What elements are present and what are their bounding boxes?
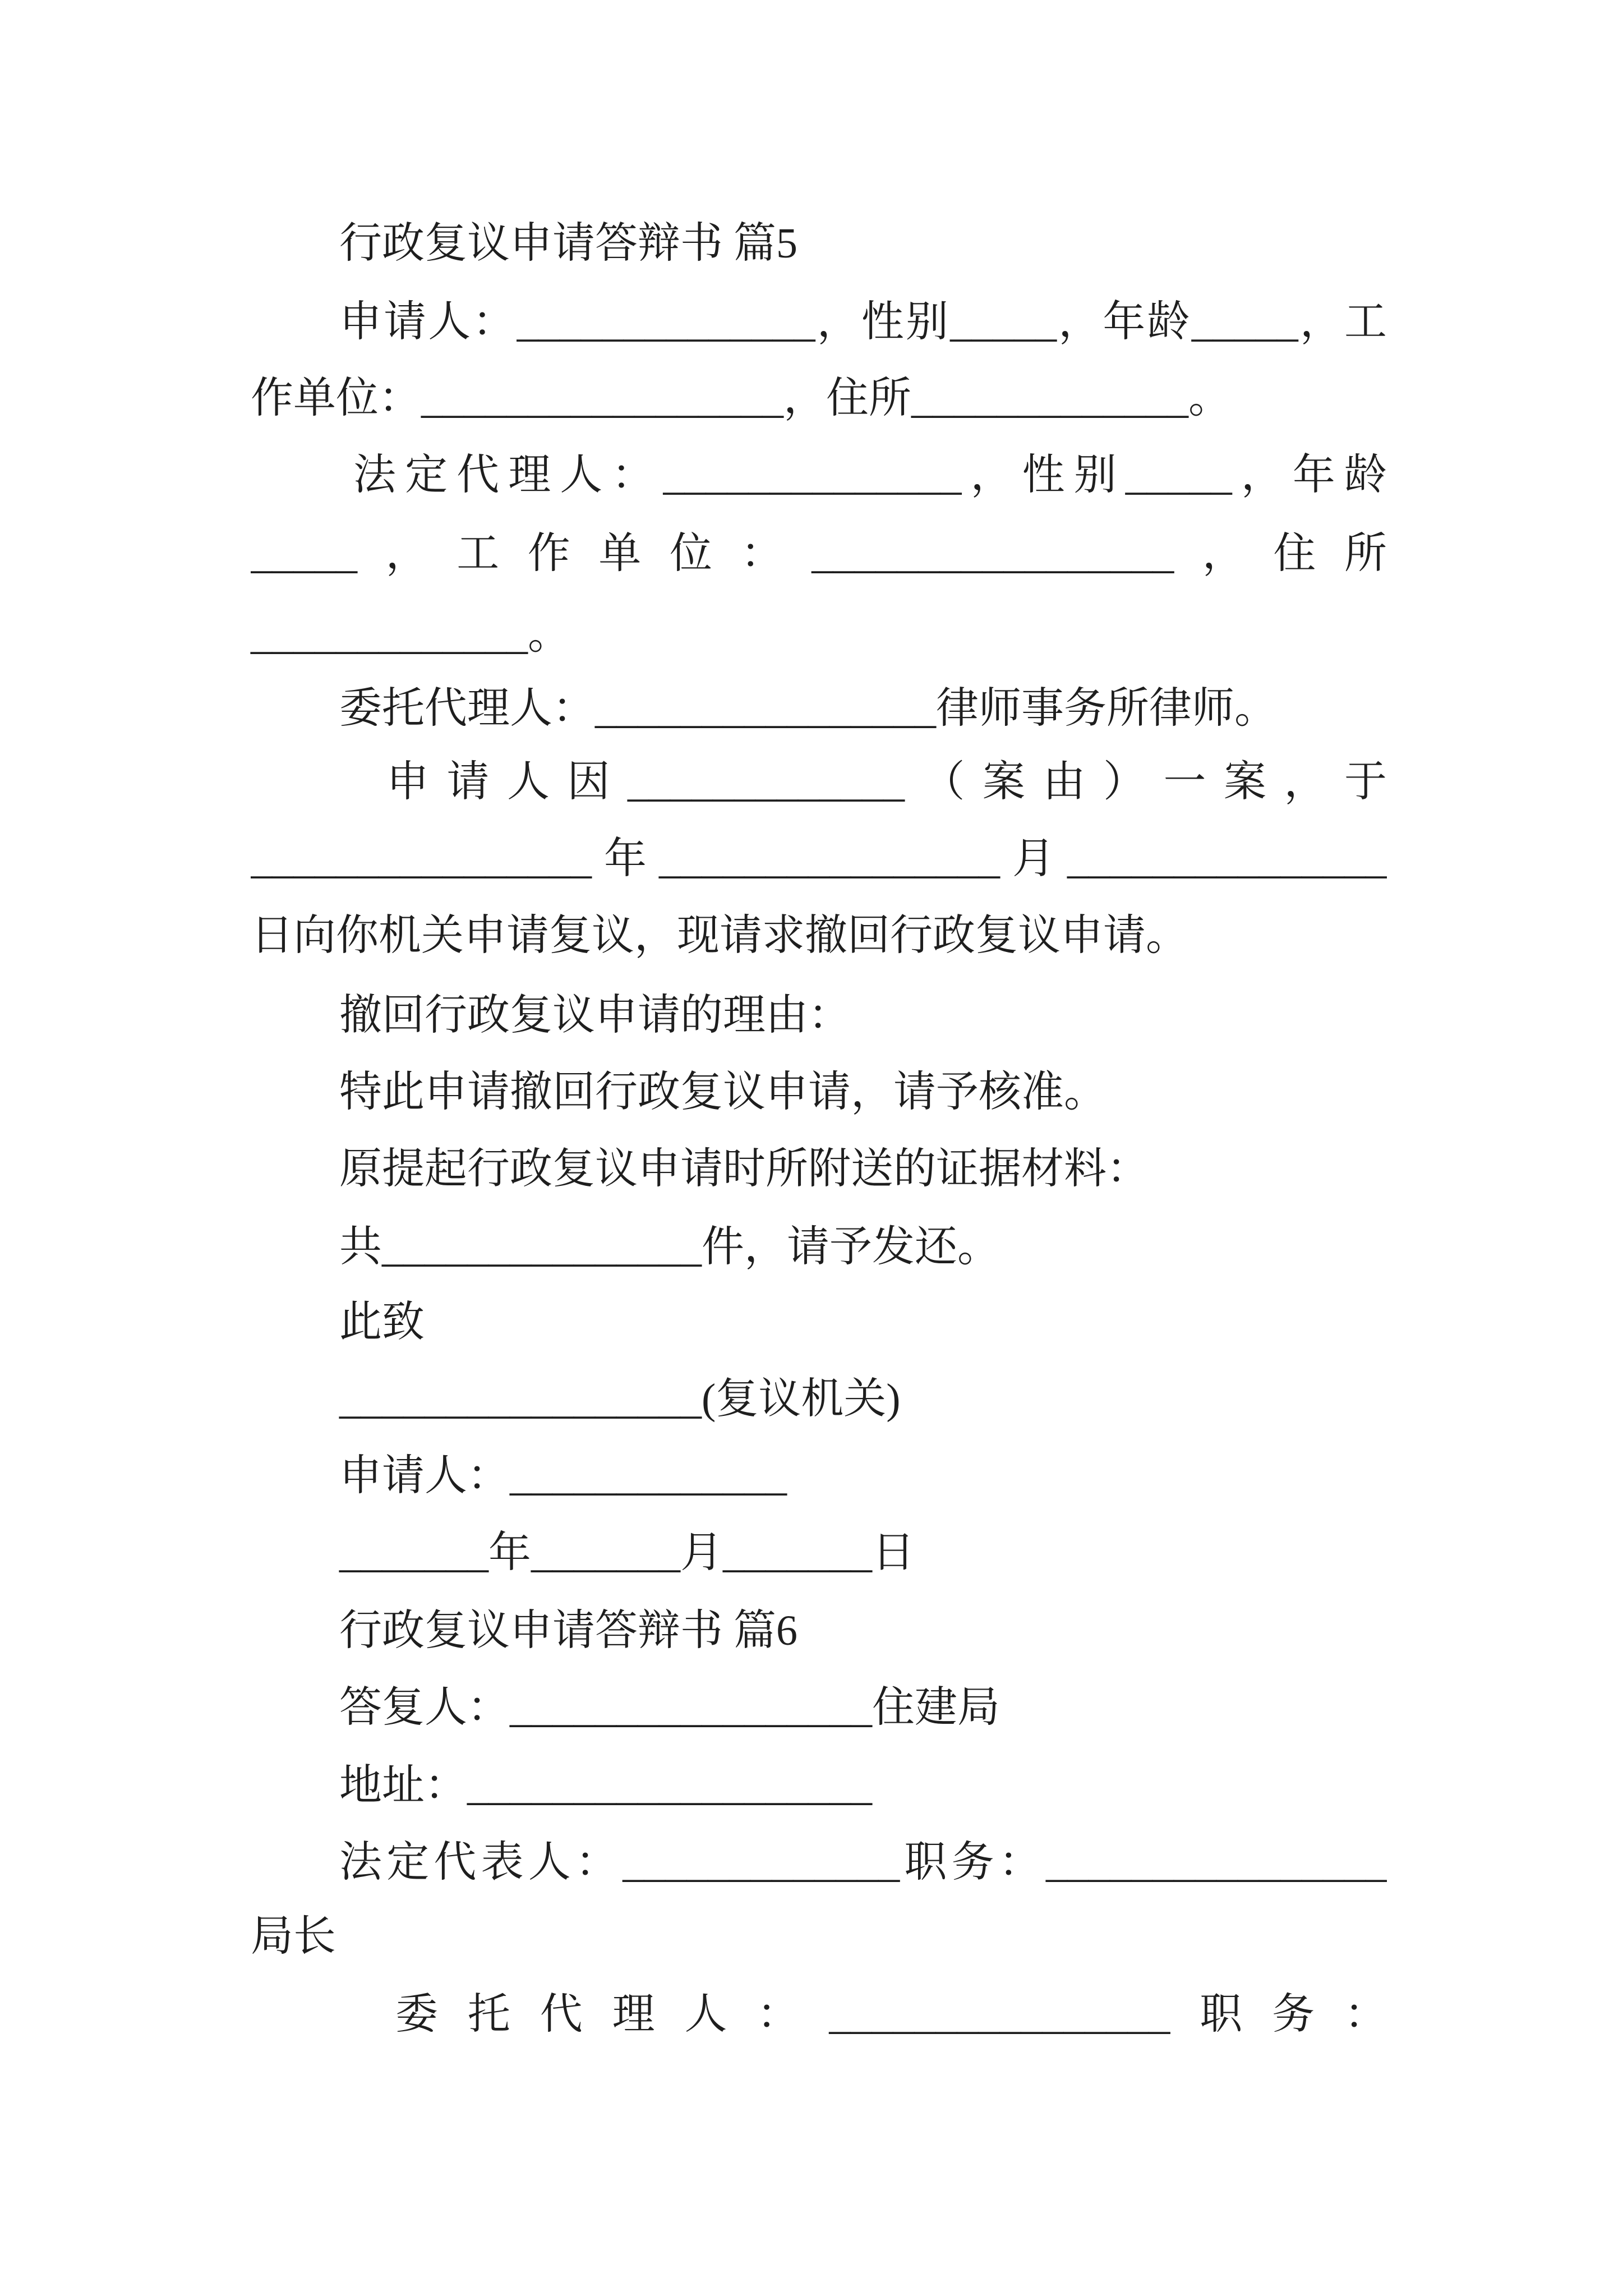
legal-representative-line-1: 法定代理人：______________，性别_____，年龄 [353,453,1387,498]
case-statement-line-3: 日向你机关申请复议，现请求撤回行政复议申请。 [251,912,1188,959]
evidence-materials-label: 原提起行政复议申请时所附送的证据材料： [339,1145,1149,1193]
legal-representative-line-2: _____，工作单位：_________________，住所 [251,531,1387,576]
evidence-count-line: 共_______________件，请予发还。 [339,1223,1000,1271]
section-5-heading: 行政复议申请答辩书 篇5 [339,220,797,267]
withdrawal-reason-label: 撤回行政复议申请的理由： [339,992,851,1039]
respondent-line: 答复人：_________________住建局 [339,1684,1000,1731]
case-statement-line-1: 申请人因_____________（案由）一案，于 [386,760,1387,804]
address-line: 地址：___________________ [339,1762,872,1809]
authorized-agent-line: 委托代理人：________________律师事务所律师。 [339,685,1277,732]
review-authority-line: _________________(复议机关) [339,1375,901,1423]
salutation: 此致 [339,1299,425,1346]
applicant-info-line-1: 申请人：______________，性别_____，年龄_____，工 [339,300,1387,344]
date-line: _______年_______月_______日 [339,1529,915,1576]
authorized-agent-title-line: 委托代理人：________________职务： [395,1992,1387,2037]
title-continuation-line: 局长 [251,1913,336,1960]
case-statement-line-2: ________________年________________月_______________ [251,836,1387,881]
legal-representative-line-3: _____________。 [251,611,570,658]
withdrawal-request-text: 特此申请撤回行政复议申请，请予核准。 [339,1069,1106,1116]
section-6-heading: 行政复议申请答辩书 篇6 [339,1607,797,1654]
legal-representative-title-line: 法定代表人：_____________职务：________________ [339,1840,1387,1885]
applicant-info-line-2: 作单位：_________________，住所_____________。 [251,375,1231,422]
applicant-signature-line: 申请人：_____________ [339,1452,787,1499]
